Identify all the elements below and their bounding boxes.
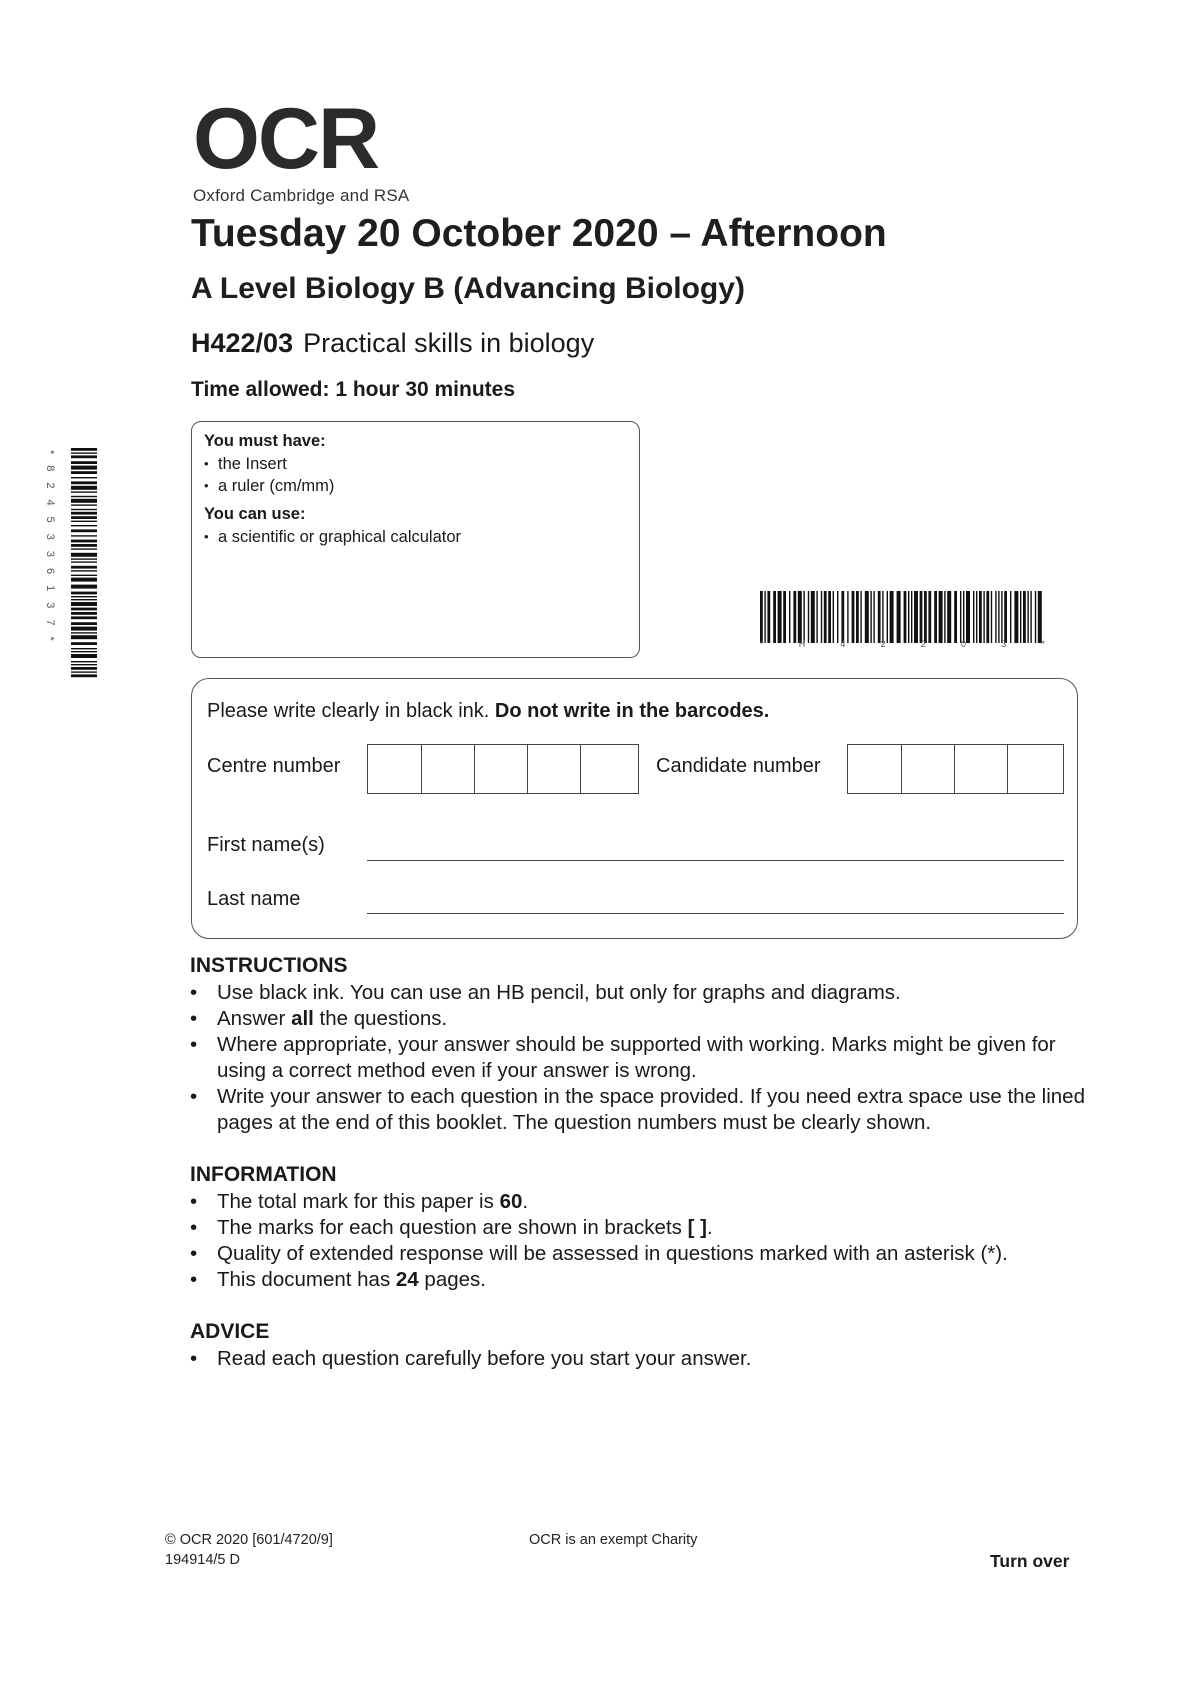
last-name-label: Last name	[207, 888, 301, 910]
list-item	[190, 980, 1090, 1006]
barcode-bar	[837, 591, 838, 643]
information-list	[190, 1189, 1090, 1293]
list-item-bold: 60	[499, 1190, 523, 1213]
list-item-text: .	[706, 1216, 713, 1239]
candidate-intro-text: Please write clearly in black ink.	[207, 700, 495, 722]
candidate-number-digit[interactable]	[901, 745, 954, 793]
can-use-title: You can use:	[204, 505, 306, 523]
turn-over-text: Turn over	[990, 1551, 1070, 1571]
barcode-bar	[821, 591, 822, 643]
must-have-item: • a ruler (cm/mm)	[204, 475, 627, 497]
barcode-bar	[991, 591, 992, 643]
list-item-text: This document has	[217, 1268, 396, 1291]
barcode-bar	[983, 591, 984, 643]
barcode-bar	[973, 591, 974, 643]
barcode-bar	[979, 591, 982, 643]
barcode-bar	[944, 591, 945, 643]
barcode-bar	[808, 591, 809, 643]
barcode-bar	[71, 671, 97, 672]
must-have-item: • the Insert	[204, 453, 627, 475]
barcode-bar	[71, 648, 97, 649]
barcode-bar	[71, 561, 97, 562]
barcode-bar	[976, 591, 977, 643]
barcode-bar	[870, 591, 871, 643]
barcode-bar	[789, 591, 790, 643]
logo-mark: OCR	[193, 91, 379, 187]
centre-number-label: Centre number	[207, 755, 341, 777]
barcode-bar	[856, 591, 859, 643]
barcode-digit: 3	[1001, 639, 1007, 649]
barcode-bar	[71, 548, 97, 549]
barcode-bar	[71, 455, 97, 458]
barcode-bar	[71, 575, 97, 576]
candidate-number-digit[interactable]	[954, 745, 1007, 793]
barcode-bar	[71, 627, 97, 631]
barcode-bar	[773, 591, 776, 643]
barcode-digit: 2	[920, 639, 926, 649]
list-item	[190, 1084, 1090, 1136]
barcode-digit: *	[760, 639, 764, 649]
barcode-bar	[824, 591, 827, 643]
list-item-text: Where appropriate, your answer should be supported with working. Marks might be given for using a correct method even if your answer is wrong.	[217, 1033, 1056, 1082]
list-item-text: Write your answer to each question in the space provided. If you need extra space use the lined pages at the end of this booklet. The question numbers must be clearly shown.	[217, 1085, 1085, 1134]
paper-barcode	[760, 591, 1045, 646]
list-item	[190, 1215, 1090, 1241]
list-item-text: The marks for each question are shown in brackets	[217, 1216, 688, 1239]
barcode-bar	[811, 591, 815, 643]
logo-subtitle: Oxford Cambridge and RSA	[193, 186, 410, 205]
barcode-bar	[71, 481, 97, 484]
list-item-text: the questions.	[313, 1007, 448, 1030]
barcode-bar	[793, 591, 796, 643]
qualification-title: A Level Biology B (Advancing Biology)	[191, 272, 745, 305]
barcode-bar	[928, 591, 931, 643]
barcode-bar	[71, 612, 97, 615]
barcode-bar	[934, 591, 937, 643]
list-item-text: Read each question carefully before you start your answer.	[217, 1347, 752, 1370]
candidate-barcode	[71, 448, 97, 680]
barcode-bar	[904, 591, 907, 643]
barcode-bar	[1020, 591, 1021, 643]
barcode-bar	[1038, 591, 1042, 643]
last-name-line[interactable]	[367, 913, 1064, 914]
barcode-bar	[852, 591, 855, 643]
barcode-bar	[71, 616, 97, 619]
list-item	[190, 1006, 1090, 1032]
exam-date: Tuesday 20 October 2020 – Afternoon	[191, 212, 887, 255]
barcode-bar	[71, 664, 97, 665]
barcode-bar	[920, 591, 923, 643]
information-heading: INFORMATION	[190, 1163, 337, 1186]
list-item-text: Quality of extended response will be assessed in questions marked with an asterisk (*).	[217, 1242, 1008, 1265]
barcode-bar	[71, 596, 97, 597]
centre-number-boxes[interactable]	[367, 744, 639, 794]
barcode-digit: 0	[961, 639, 967, 649]
centre-number-digit[interactable]	[527, 745, 580, 793]
barcode-bar	[71, 529, 97, 532]
barcode-bar	[924, 591, 927, 643]
paper-heading	[191, 328, 594, 359]
barcode-bar	[878, 591, 881, 643]
barcode-bar	[71, 553, 97, 557]
barcode-bar	[71, 566, 97, 569]
barcode-bar	[778, 591, 782, 643]
must-have-title: You must have:	[204, 432, 326, 450]
barcode-bar	[960, 591, 961, 643]
paper-code: H422/03	[191, 328, 294, 358]
barcode-bar	[71, 654, 97, 658]
instructions-heading: INSTRUCTIONS	[190, 954, 348, 977]
charity-text: OCR is an exempt Charity	[529, 1532, 698, 1548]
barcode-bar	[71, 651, 97, 652]
barcode-bar	[939, 591, 943, 643]
candidate-number-digit[interactable]	[1007, 745, 1062, 793]
candidate-number-digit[interactable]	[848, 745, 901, 793]
document-code: 194914/5 D	[165, 1552, 240, 1568]
barcode-bar	[71, 608, 97, 611]
barcode-bar	[71, 491, 97, 492]
barcode-digit: H	[798, 639, 806, 649]
barcode-bar	[966, 591, 970, 643]
barcode-digit: 2	[880, 639, 886, 649]
barcode-bar	[71, 448, 97, 451]
barcode-bar	[897, 591, 901, 643]
barcode-bar	[798, 591, 802, 643]
barcode-bar	[986, 591, 989, 643]
barcode-bar	[71, 578, 97, 582]
barcode-bar	[947, 591, 951, 643]
list-item	[190, 1241, 1090, 1267]
barcode-bar	[1030, 591, 1031, 643]
list-item-text: Answer	[217, 1007, 292, 1030]
barcode-bar	[873, 591, 874, 643]
candidate-number-label: Candidate number	[656, 755, 821, 777]
barcode-bar	[833, 591, 834, 643]
barcode-bar	[783, 591, 786, 643]
barcode-bar	[71, 667, 97, 670]
centre-number-digit[interactable]	[368, 745, 421, 793]
barcode-bar	[71, 592, 97, 595]
barcode-bar	[71, 477, 97, 478]
barcode-bar	[1010, 591, 1011, 643]
barcode-bar	[908, 591, 909, 643]
can-use-item: • a scientific or graphical calculator	[204, 526, 627, 548]
advice-heading: ADVICE	[190, 1320, 270, 1343]
barcode-bar	[860, 591, 861, 643]
barcode-bar	[1004, 591, 1007, 643]
paper-barcode-digits	[760, 639, 1045, 649]
list-item-text: The total mark for this paper is	[217, 1190, 500, 1213]
barcode-bar	[911, 591, 912, 643]
barcode-bar	[71, 674, 97, 677]
list-item-text: Use black ink. You can use an HB pencil, but only for graphs and diagrams.	[217, 981, 901, 1004]
barcode-digit: *	[1041, 639, 1045, 649]
barcode-bar	[71, 661, 97, 662]
barcode-bar	[71, 635, 97, 639]
time-allowed: Time allowed: 1 hour 30 minutes	[191, 378, 516, 401]
barcode-bar	[816, 591, 817, 643]
barcode-bar	[71, 486, 97, 490]
barcode-bar	[760, 591, 763, 643]
barcode-bar	[865, 591, 869, 643]
list-item	[190, 1189, 1090, 1215]
barcode-bar	[71, 509, 97, 510]
barcode-bar	[71, 570, 97, 571]
barcode-bar	[1014, 591, 1018, 643]
barcode-bar	[954, 591, 957, 643]
barcode-bar	[803, 591, 804, 643]
barcode-bar	[1001, 591, 1002, 643]
barcode-bar	[887, 591, 888, 643]
barcode-bar	[71, 516, 97, 519]
list-item-text: .	[522, 1190, 529, 1213]
barcode-bar	[71, 512, 97, 515]
candidate-instructions	[207, 700, 769, 723]
paper-title: Practical skills in biology	[303, 328, 595, 358]
barcode-bar	[71, 525, 97, 526]
barcode-bar	[963, 591, 964, 643]
barcode-bar	[71, 504, 97, 505]
ocr-logo	[193, 91, 453, 205]
barcode-bar	[71, 521, 97, 522]
barcode-bar	[847, 591, 848, 643]
barcode-bar	[882, 591, 883, 643]
barcode-bar	[767, 591, 770, 643]
barcode-bar	[71, 558, 97, 559]
list-item-text: pages.	[418, 1268, 486, 1291]
barcode-bar	[71, 466, 97, 470]
barcode-bar	[890, 591, 894, 643]
list-item-bold: all	[291, 1007, 314, 1030]
barcode-bar	[71, 452, 97, 453]
candidate-barcode-digits: *8245336137*	[44, 450, 56, 652]
list-item	[190, 1267, 1090, 1293]
barcode-bar	[71, 622, 97, 625]
candidate-number-boxes[interactable]	[847, 744, 1064, 794]
copyright-text: © OCR 2020 [601/4720/9]	[165, 1532, 333, 1548]
centre-number-digit[interactable]	[421, 745, 474, 793]
barcode-bar	[841, 591, 844, 643]
barcode-bar	[998, 591, 999, 643]
barcode-bar	[71, 642, 97, 645]
first-name-label: First name(s)	[207, 834, 325, 856]
barcode-bar	[1035, 591, 1036, 643]
barcode-bar	[995, 591, 996, 643]
list-item	[190, 1346, 1090, 1372]
list-item-bold: 24	[395, 1268, 419, 1291]
list-item-bold: [ ]	[687, 1216, 707, 1239]
barcode-bar	[71, 599, 97, 600]
barcode-bar	[71, 602, 97, 606]
centre-number-digit[interactable]	[580, 745, 636, 793]
list-item	[190, 1032, 1090, 1084]
candidate-intro-bold: Do not write in the barcodes.	[494, 700, 770, 722]
barcode-bar	[71, 544, 97, 547]
requirements-box	[191, 421, 640, 658]
centre-number-digit[interactable]	[474, 745, 527, 793]
barcode-bar	[914, 591, 918, 643]
barcode-bar	[828, 591, 831, 643]
barcode-bar	[71, 535, 97, 536]
advice-list	[190, 1346, 1090, 1372]
barcode-bar	[71, 496, 97, 497]
barcode-bar	[71, 632, 97, 633]
barcode-bar	[71, 499, 97, 503]
instructions-list	[190, 980, 1090, 1136]
barcode-bar	[71, 540, 97, 543]
barcode-bar	[71, 585, 97, 589]
barcode-digit: 4	[840, 639, 846, 649]
first-name-line[interactable]	[367, 860, 1064, 861]
barcode-bar	[1027, 591, 1028, 643]
barcode-bar	[764, 591, 765, 643]
barcode-bar	[1023, 591, 1026, 643]
barcode-bar	[71, 471, 97, 474]
barcode-bar	[71, 461, 97, 464]
